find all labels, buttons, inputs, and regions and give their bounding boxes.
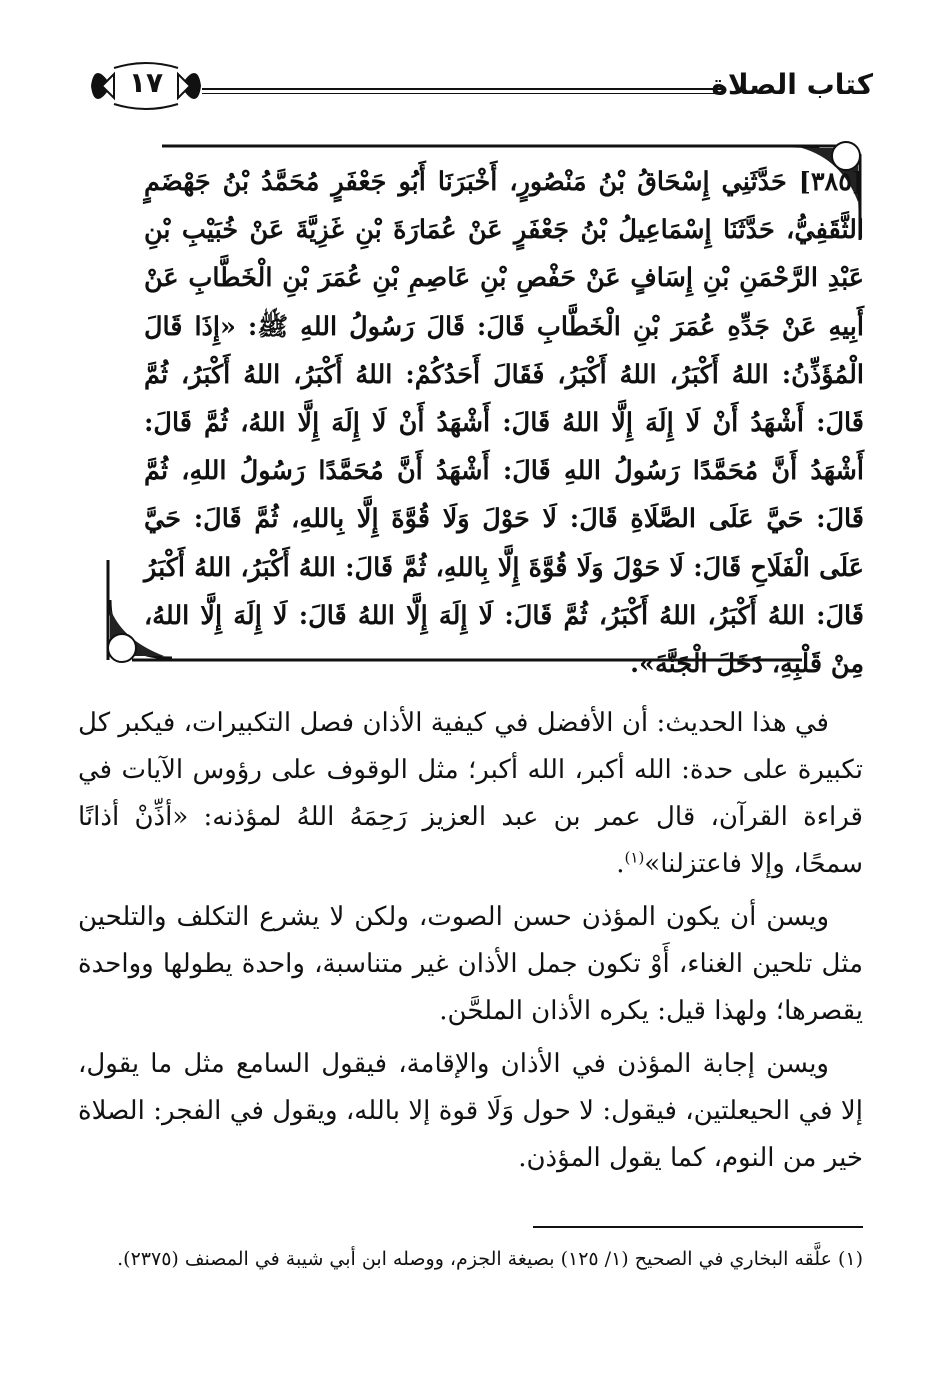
sentence-end: . bbox=[616, 849, 625, 879]
commentary-paragraph: ويسن أن يكون المؤذن حسن الصوت، ولكن لا يشرع التكلف والتلحين مثل تلحين الغناء، أَوْ تكون جمل الأذان غير متناسبة، واحدة يطولها وواحدة يقصرها؛ ولهذا قيل: يكره الأذان الملحَّن. bbox=[78, 902, 863, 1026]
header-rule bbox=[202, 88, 723, 90]
commentary-text: في هذا الحديث: أن الأفضل في كيفية الأذان فصل التكبيرات، فيكبر كل تكبيرة على حدة: الله أكبر، الله أكبر؛ مثل الوقوف على رؤوس الآيات في قراءة القرآن، قال عمر بن عبد العزيز رَحِمَهُ اللهُ لمؤذنه: «أذِّنْ أذانًا سمحًا، وإلا فاعتزلنا» bbox=[78, 708, 863, 879]
commentary-paragraph bbox=[78, 700, 863, 888]
commentary-paragraph: ويسن إجابة المؤذن في الأذان والإقامة، فيقول السامع مثل ما يقول، إلا في الحيعلتين، فيقول: لا حول وَلَا قوة إلا بالله، ويقول في الفجر: الصلاة خير من النوم، كما يقول المؤذن. bbox=[78, 1049, 863, 1173]
footnote-rule bbox=[533, 1226, 863, 1228]
footnote: (١) علَّقه البخاري في الصحيح (١/ ١٢٥) بصيغة الجزم، ووصله ابن أبي شيبة في المصنف (٢٣٧٥). bbox=[117, 1248, 863, 1270]
running-header bbox=[90, 60, 873, 120]
hadith-frame bbox=[102, 140, 870, 680]
page-number: ١٧ bbox=[128, 66, 164, 99]
footnote-ref[interactable]: (١) bbox=[624, 848, 645, 867]
commentary bbox=[78, 700, 863, 1188]
hadith-text: [٣٨٥] حَدَّثَنِي إِسْحَاقُ بْنُ مَنْصُورٍ، أَخْبَرَنَا أَبُو جَعْفَرٍ مُحَمَّدُ بْنُ جَهْضَمٍ الثَّقَفِيُّ، حَدَّثَنَا إِسْمَاعِيلُ بْنُ جَعْفَرٍ عَنْ عُمَارَةَ بْنِ غَزِيَّةَ عَنْ خُبَيْبِ بْنِ عَبْدِ الرَّحْمَنِ بْنِ إِسَافٍ عَنْ حَفْصِ بْنِ عَاصِمِ بْنِ عُمَرَ بْنِ الْخَطَّابِ عَنْ أَبِيهِ عَنْ جَدِّهِ عُمَرَ بْنِ الْخَطَّابِ قَالَ: قَالَ رَسُولُ اللهِ ﷺ: «إِذَا قَالَ الْمُؤَذِّنُ: اللهُ أَكْبَرُ، اللهُ أَكْبَرُ، فَقَالَ أَحَدُكُمْ: اللهُ أَكْبَرُ، اللهُ أَكْبَرُ، ثُمَّ قَالَ: أَشْهَدُ أَنْ لَا إِلَهَ إِلَّا اللهُ قَالَ: أَشْهَدُ أَنْ لَا إِلَهَ إِلَّا اللهُ، ثُمَّ قَالَ: أَشْهَدُ أَنَّ مُحَمَّدًا رَسُولُ اللهِ قَالَ: أَشْهَدُ أَنَّ مُحَمَّدًا رَسُولُ اللهِ، ثُمَّ قَالَ: حَيَّ عَلَى الصَّلَاةِ قَالَ: لَا حَوْلَ وَلَا قُوَّةَ إِلَّا بِاللهِ، ثُمَّ قَالَ: حَيَّ عَلَى الْفَلَاحِ قَالَ: لَا حَوْلَ وَلَا قُوَّةَ إِلَّا بِاللهِ، ثُمَّ قَالَ: اللهُ أَكْبَرُ، اللهُ أَكْبَرُ قَالَ: اللهُ أَكْبَرُ، اللهُ أَكْبَرُ، ثُمَّ قَالَ: لَا إِلَهَ إِلَّا اللهُ قَالَ: لَا إِلَهَ إِلَّا اللهُ، مِنْ قَلْبِهِ، دَخَلَ الْجَنَّةَ». bbox=[144, 167, 864, 680]
page-number-ornament bbox=[90, 60, 202, 112]
book-title: كتاب الصلاة bbox=[711, 68, 873, 101]
